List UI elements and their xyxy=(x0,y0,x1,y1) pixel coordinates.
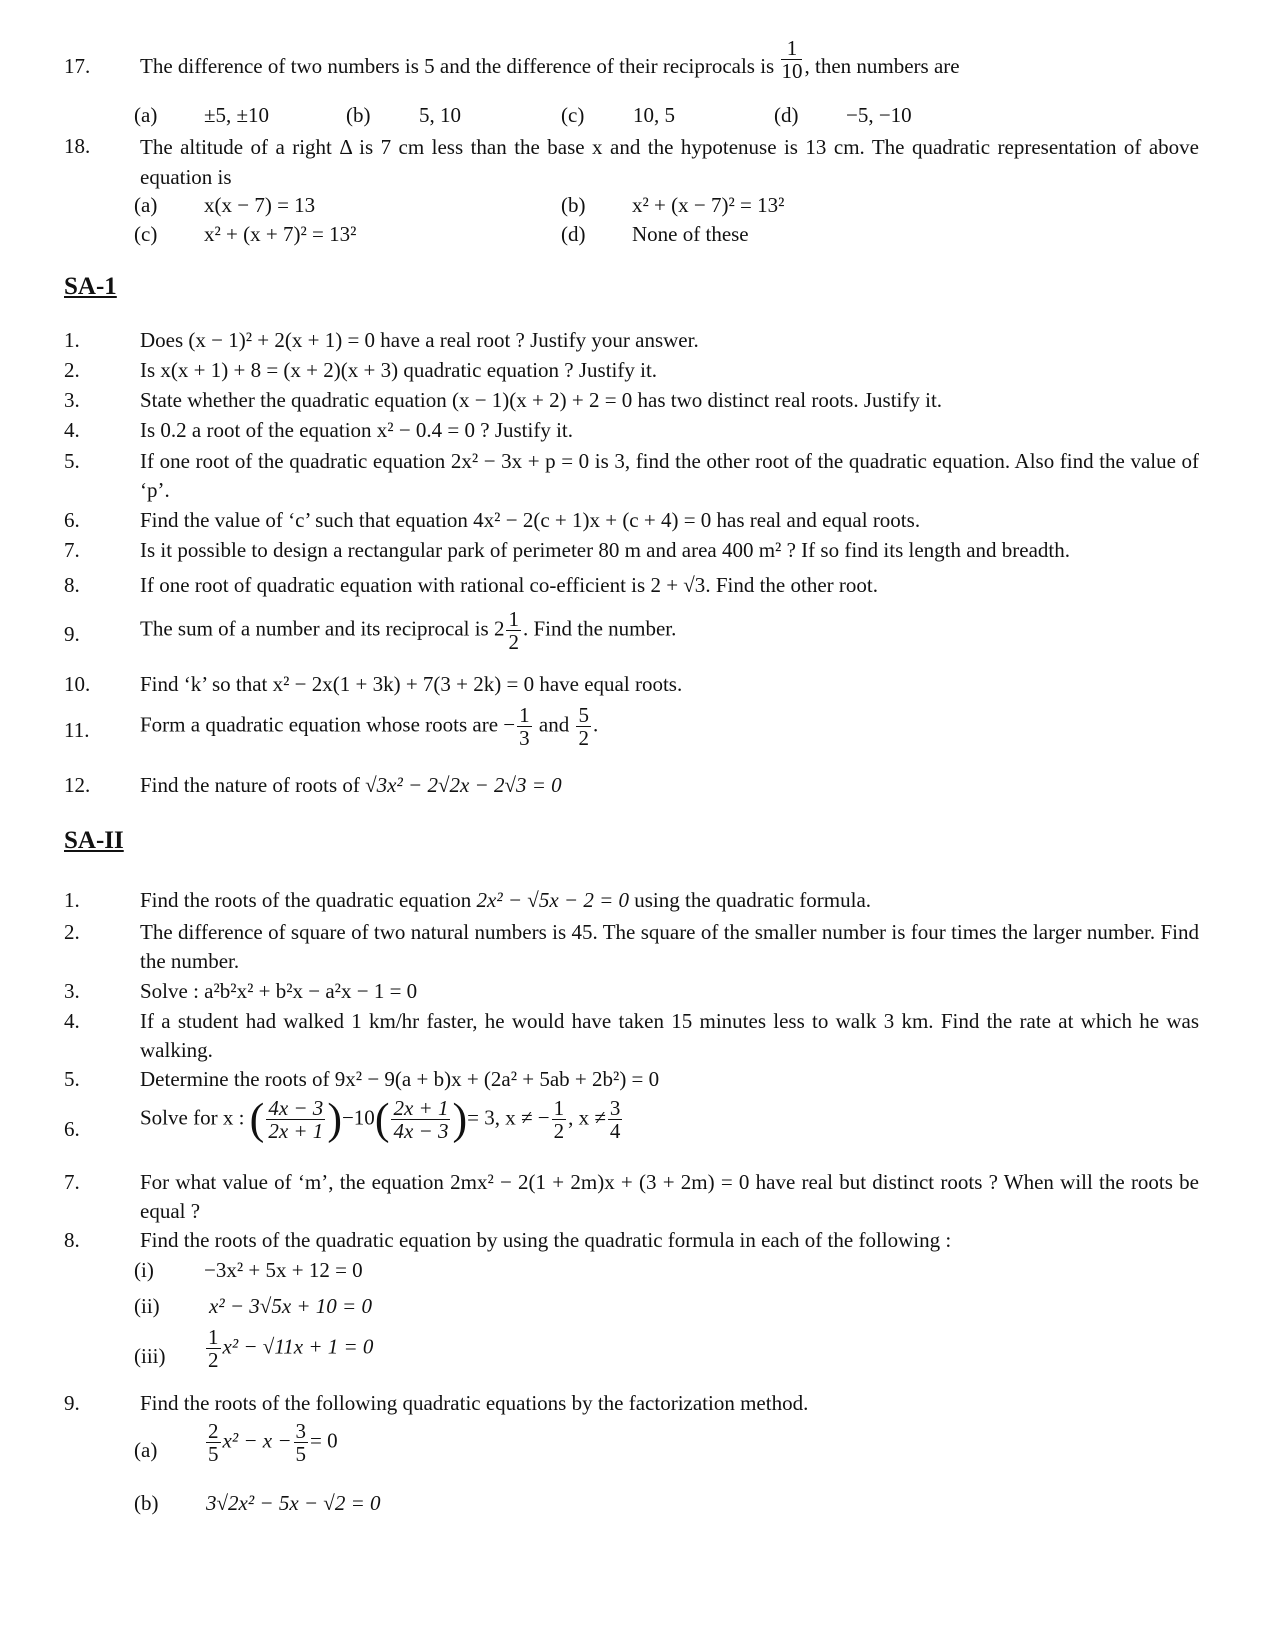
sub-label: (i) xyxy=(134,1258,154,1282)
question-text: Is 0.2 a root of the equation x² − 0.4 = 0 ? Justify it. xyxy=(140,418,574,442)
question-text: For what value of ‘m’, the equation 2mx² − 2(1 + 2m)x + (3 + 2m) = 0 have real but distinct roots ? When will the roots be equal ? xyxy=(140,1170,1199,1223)
conjunction: and xyxy=(538,712,570,737)
question-number: 8. xyxy=(64,1228,80,1252)
fraction: $\frac{1}{2}$ xyxy=(208,1325,219,1373)
option-value: 5, 10 xyxy=(419,103,461,127)
worksheet-page: 17. The difference of two numbers is 5 and the difference of their reciprocals is $\frac{1}{10}$ , then numbers are (a) ±5, ±10 (b) 5, 10 (c) 10, 5 (d) −5, −10 18. The altitude of a right Δ is 7 cm less than the base x and the hypotenuse is 13 cm. The quadratic representation of above equation is (a) x(x − 7) = 13 (b) x² + (x − 7)² = 13² (c) x² + (x + 7)² = 13² (d) None of these SA-1 1. Does (x − 1)² + 2(x + 1) = 0 have a real root ? Justify your answer. 2. Is x(x + 1) + 8 = (x + 2)(x + 3) quadratic equation ? Justify it. 3. State whether the quadratic equation (x − 1)(x + 2) + 2 = 0 has two distinct real roots. Justify it. 4. Is 0.2 a root of the equation x² − 0.4 = 0 ? Justify it. 5. If one root of the quadratic equation 2x² − 3x + p = 0 is 3, find the other root of the quadratic equation. Also find the value of ‘p’. 6. Find the value of ‘c’ such that equation 4x² − 2(c + 1)x + (c + 4) = 0 has real and equal roots. 7. Is it possible to design a rectangular park of perimeter 80 m and area 400 m² ? If so find its length and breadth. 8. If one root of quadratic equation with rational co-efficient is 2 + √3. Find the other root. 9. The sum of a number and its reciprocal is 2 $\frac{1}{2}$ . Find the number. 10. Find ‘k’ so that x² − 2x(1 + 3k) + 7(3 + 2k) = 0 have equal roots. 11. Form a quadratic equation whose roots are − $\frac{1}{3}$ and $\frac{5}{2}$ . 12. Find the nature of roots of √3x² − 2√2x − 2√3 = 0 SA-II 1. Find the roots of the quadratic equation 2x² − √5x − 2 = 0 using the quadratic formula. 2. The difference of square of two natural numbers is 45. The square of the smaller number is four times the larger number. Find the number. 3. Solve : a²b²x² + b²x − a²x − 1 = 0 4. If a student had walked 1 km/hr faster, he would have taken 15 minutes less to walk 3 km. Find the rate at which he was walking. 5. Determine the roots of 9x² − 9(a + b)x + (2a² + 5ab + 2b²) = 0 6. Solve for x : ( $\frac{4x - 3}{2x + 1}$ )−10( $\frac{2x + 1}{4x - 3}$ )= 3, x ≠ − $\frac{1}{2}$ , x ≠ $\frac{3}{4}$ 7. For what value of ‘m’, the equation 2mx² − 2(1 + 2m)x + (3 + 2m) = 0 have real but distinct roots ? When will the roots be equal ? 8. Find the roots of the quadratic equation by using the quadratic formula in each of the following : (i) −3x² + 5x + 12 = 0 (ii) x² − 3√5x + 10 = 0 (iii) $\frac{1}{2}$ x² − √11x + 1 = 0 9. Find the roots of the following quadratic equations by the factorization method. (a) $\frac{2}{5}$ x² − x − $\frac{3}{5}$ = 0 (b) 3√2x² − 5x − √2 = 0 xyxy=(0,0,1275,1651)
question-number: 7. xyxy=(64,1170,80,1194)
question-text: Find the value of ‘c’ such that equation 4x² − 2(c + 1)x + (c + 4) = 0 has real and equal roots. xyxy=(140,508,921,532)
question-number: 2. xyxy=(64,920,80,944)
question-number: 5. xyxy=(64,449,80,473)
question-number: 17. xyxy=(64,54,91,78)
math-expression: 2 + √3 xyxy=(650,573,706,597)
question-text: Solve for x : xyxy=(140,1105,245,1130)
sub-expression: −3x² + 5x + 12 = 0 xyxy=(204,1258,363,1282)
question-tail: . xyxy=(592,712,599,737)
question-number: 3. xyxy=(64,388,80,412)
question-number: 11. xyxy=(64,718,90,742)
question-text: Is x(x + 1) + 8 = (x + 2)(x + 3) quadratic equation ? Justify it. xyxy=(140,358,658,382)
question-number: 9. xyxy=(64,622,80,646)
question-text: Find the roots of the quadratic equation xyxy=(140,888,472,912)
fraction: $\frac{3}{5}$ xyxy=(295,1419,307,1467)
operator: −10 xyxy=(341,1105,375,1130)
option-label: (b) xyxy=(561,193,586,217)
question-text: Find the roots of the following quadratic equations by the factorization method. xyxy=(140,1391,809,1415)
section-heading-sa1: SA-1 xyxy=(64,273,117,300)
question-number: 6. xyxy=(64,508,80,532)
fraction: $\frac{1}{2}$ xyxy=(553,1096,565,1144)
question-18 xyxy=(64,132,1199,192)
sub-label: (a) xyxy=(134,1438,158,1462)
question-number: 9. xyxy=(64,1391,80,1415)
question-tail: . Find the number. xyxy=(522,616,677,641)
option-value: −5, −10 xyxy=(846,103,912,127)
question-number: 3. xyxy=(64,979,80,1003)
question-text: State whether the quadratic equation (x − 1)(x + 2) + 2 = 0 has two distinct real roots. Justify it. xyxy=(140,388,943,412)
question-text: If one root of quadratic equation with rational co-efficient is xyxy=(140,573,646,597)
math-expression: √3x² − 2√2x − 2√3 = 0 xyxy=(365,773,562,797)
fraction: $\frac{1}{3}$ xyxy=(519,703,530,751)
sub-expression: 3√2x² − 5x − √2 = 0 xyxy=(206,1491,381,1515)
option-label: (a) xyxy=(134,193,158,217)
section-heading-sa2: SA-II xyxy=(64,827,124,854)
question-text: Find the roots of the quadratic equation by using the quadratic formula in each of the following : xyxy=(140,1228,952,1252)
question-number: 2. xyxy=(64,358,80,382)
question-number: 5. xyxy=(64,1067,80,1091)
option-label: (c) xyxy=(134,222,158,246)
option-value: x(x − 7) = 13 xyxy=(204,193,316,217)
option-label: (d) xyxy=(774,103,799,127)
condition: , x ≠ xyxy=(568,1105,606,1130)
question-text: If one root of the quadratic equation 2x² − 3x + p = 0 is 3, find the other root of the quadratic equation. Also find the value of ‘p’. xyxy=(140,449,1199,502)
option-value: ±5, ±10 xyxy=(204,103,270,127)
question-text: The sum of a number and its reciprocal is 2 xyxy=(140,616,505,641)
question-number: 8. xyxy=(64,573,80,597)
option-value: x² + (x − 7)² = 13² xyxy=(632,193,785,217)
question-text: Find the nature of roots of xyxy=(140,773,360,797)
fraction: $\frac{1}{2}$ xyxy=(508,607,519,655)
option-value: 10, 5 xyxy=(633,103,675,127)
sub-expression: x² − 3√5x + 10 = 0 xyxy=(209,1294,372,1318)
question-number: 4. xyxy=(64,1009,80,1033)
question-text: If a student had walked 1 km/hr faster, he would have taken 15 minutes less to walk 3 km. Find the rate at which he was walking. xyxy=(140,1009,1199,1062)
question-number: 10. xyxy=(64,672,91,696)
question-number: 6. xyxy=(64,1117,80,1141)
fraction: $\frac{3}{4}$ xyxy=(609,1096,621,1144)
fraction: $\frac{2}{5}$ xyxy=(208,1419,219,1467)
question-text: Does (x − 1)² + 2(x + 1) = 0 have a real root ? Justify your answer. xyxy=(140,328,699,352)
option-label: (c) xyxy=(561,103,585,127)
question-number: 1. xyxy=(64,888,80,912)
question-text: Is it possible to design a rectangular park of perimeter 80 m and area 400 m² ? If so find its length and breadth. xyxy=(140,538,1071,562)
fraction: $\frac{2x + 1}{4x - 3}$ xyxy=(393,1096,449,1144)
question-text: The altitude of a right Δ is 7 cm less than the base x and the hypotenuse is 13 cm. The quadratic representation of above equation is xyxy=(140,135,1199,189)
question-number: 18. xyxy=(64,134,91,158)
sub-label: (b) xyxy=(134,1491,159,1515)
question-number: 7. xyxy=(64,538,80,562)
question-text: Find ‘k’ so that x² − 2x(1 + 3k) + 7(3 + 2k) = 0 have equal roots. xyxy=(140,672,683,696)
sub-expression: = 0 xyxy=(310,1428,338,1453)
question-tail: using the quadratic formula. xyxy=(634,888,872,912)
option-value: x² + (x + 7)² = 13² xyxy=(204,222,357,246)
option-label: (a) xyxy=(134,103,158,127)
fraction: $\frac{4x - 3}{2x + 1}$ xyxy=(268,1096,324,1144)
question-text: Determine the roots of 9x² − 9(a + b)x + (2a² + 5ab + 2b²) = 0 xyxy=(140,1067,660,1091)
option-label: (b) xyxy=(346,103,371,127)
question-text: The difference of two numbers is 5 and the difference of their reciprocals is xyxy=(140,54,775,78)
condition: = 3, x ≠ − xyxy=(467,1105,550,1130)
math-expression: 2x² − √5x − 2 = 0 xyxy=(476,888,629,912)
question-number: 1. xyxy=(64,328,80,352)
question-text: Solve : a²b²x² + b²x − a²x − 1 = 0 xyxy=(140,979,418,1003)
sub-expression: x² − x − xyxy=(222,1428,292,1453)
option-label: (d) xyxy=(561,222,586,246)
fraction: $\frac{5}{2}$ xyxy=(578,703,589,751)
question-tail: . Find the other root. xyxy=(705,573,878,597)
question-number: 4. xyxy=(64,418,80,442)
question-text: Form a quadratic equation whose roots are − xyxy=(140,712,516,737)
sub-expression: x² − √11x + 1 = 0 xyxy=(222,1334,374,1359)
question-tail: , then numbers are xyxy=(804,54,960,78)
sub-label: (ii) xyxy=(134,1294,160,1318)
question-text: The difference of square of two natural numbers is 45. The square of the smaller number is four times the larger number. Find the number. xyxy=(140,920,1199,973)
fraction: $\frac{1}{10}$ xyxy=(781,35,803,83)
sub-label: (iii) xyxy=(134,1344,166,1368)
question-number: 12. xyxy=(64,773,91,797)
option-value: None of these xyxy=(632,222,749,246)
